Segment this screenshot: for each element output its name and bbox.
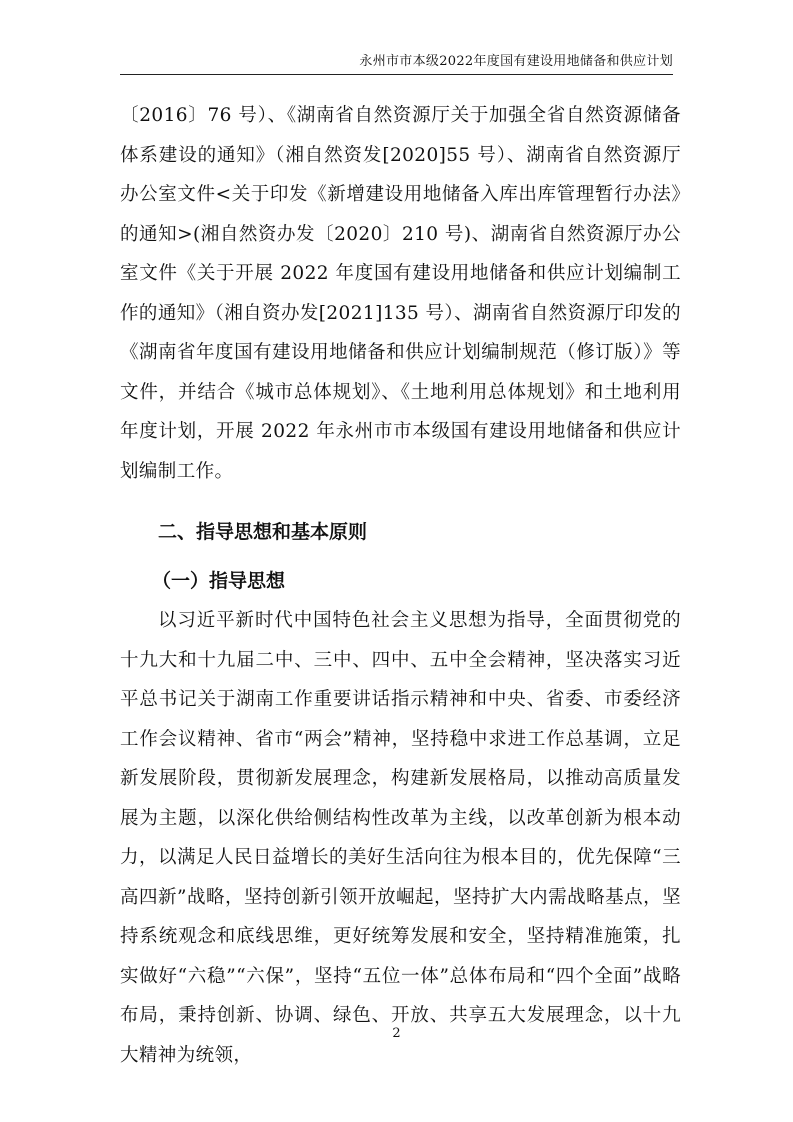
page-number: 2 (392, 1026, 401, 1041)
subsection-heading-guiding-ideas: （一）指导思想 (152, 570, 286, 592)
section-heading-guiding-ideas-principles: 二、指导思想和基本原则 (158, 521, 368, 543)
document-body (120, 96, 681, 1075)
header-title: 永州市市本级2022年度国有建设用地储备和供应计划 (359, 54, 673, 69)
page-header (120, 46, 673, 75)
body-paragraph-2: 以习近平新时代中国特色社会主义思想为指导，全面贯彻党的十九大和十九届二中、三中、四中、五中全会精神，坚决落实习近平总书记关于湖南工作重要讲话指示精神和中央、省委、市委经济工作会议精神、省市“两会”精神，坚持稳中求进工作总基调，立足新发展阶段，贯彻新发展理念，构建新发展格局，以推动高质量发展为主题，以深化供给侧结构性改革为主线，以改革创新为根本动力，以满足人民日益增长的美好生活向往为根本目的，优先保障“三高四新”战略，坚持创新引领开放崛起，坚持扩大内需战略基点，坚持系统观念和底线思维，更好统筹发展和安全，坚持精准施策，扎实做好“六稳”“六保”，坚持“五位一体”总体布局和“四个全面”战略布局，秉持创新、协调、绿色、开放、共享五大发展理念，以十九大精神为统领， (120, 610, 681, 1066)
body-paragraph-1: 〔2016〕76 号）、《湖南省自然资源厅关于加强全省自然资源储备体系建设的通知》（湘自然资发[2020]55 号）、湖南省自然资源厅办公室文件<关于印发《新增建设用地储备入库出库管理暂行办法》的通知>(湘自然资办发〔2020〕210 号)、湖南省自然资源厅办公室文件《关于开展 2022 年度国有建设用地储备和供应计划编制工作的通知》（湘自资办发[2021]135 号）、湖南省自然资源厅印发的《湖南省年度国有建设用地储备和供应计划编制规范（修订版）》等文件，并结合《城市总体规划》、《土地利用总体规划》和土地利用年度计划，开展 2022 年永州市市本级国有建设用地储备和供应计划编制工作。 (120, 105, 681, 482)
